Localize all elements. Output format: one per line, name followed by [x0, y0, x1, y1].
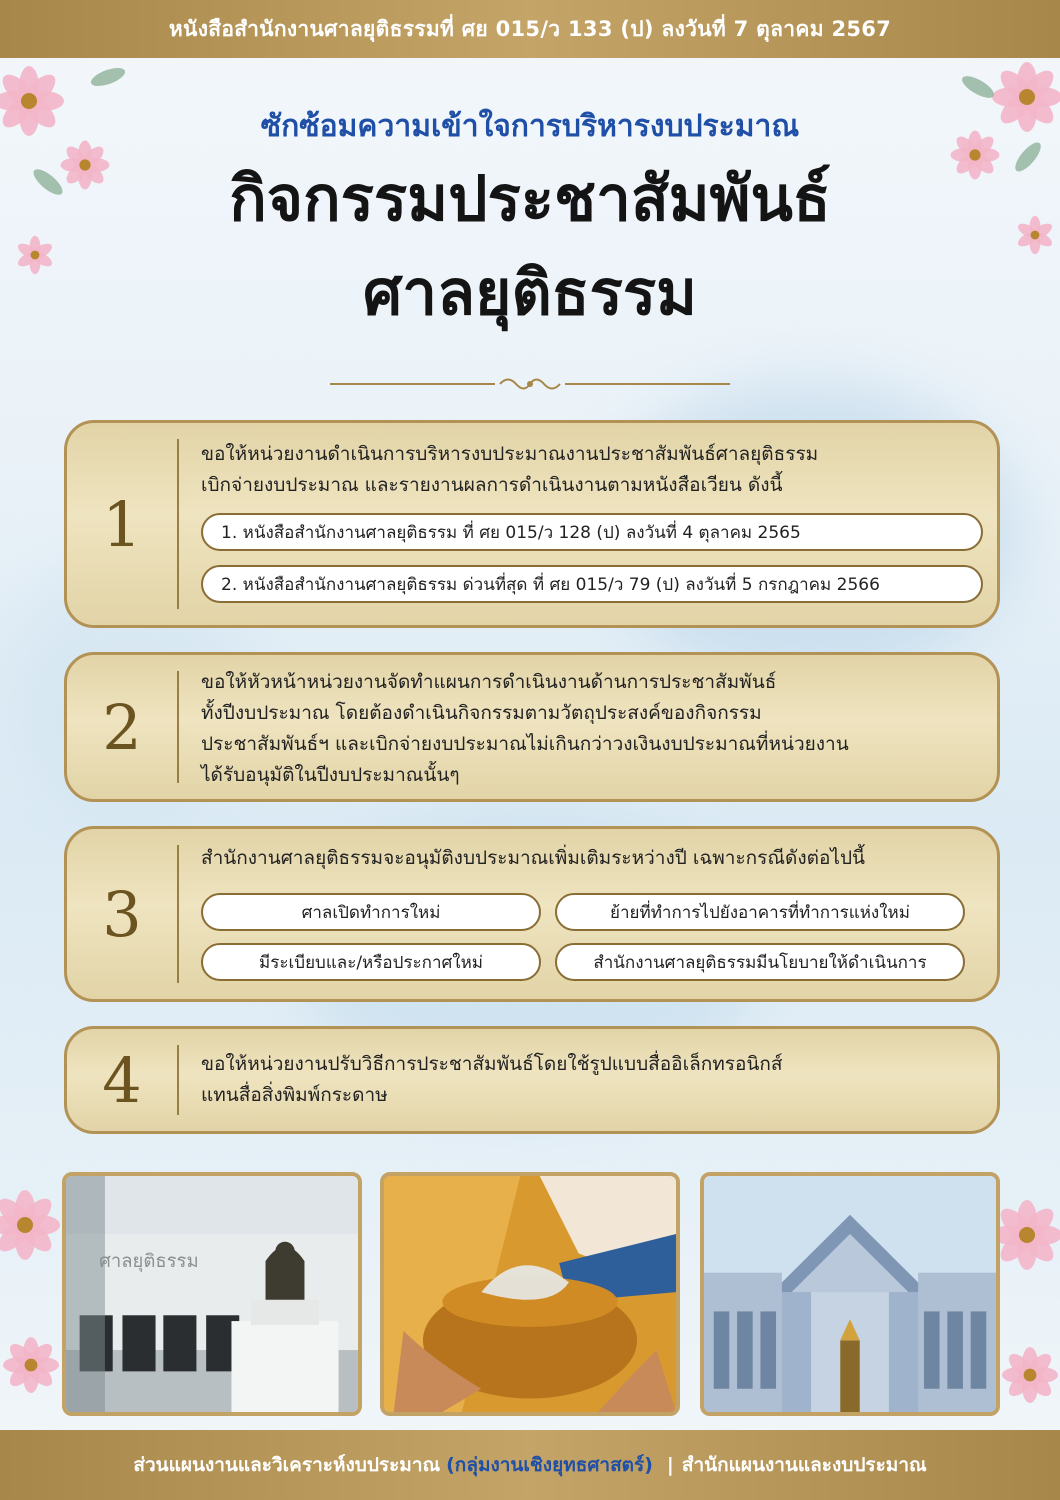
item-number: 1	[102, 487, 142, 561]
ornament-divider	[330, 374, 730, 394]
card-divider	[177, 439, 179, 609]
item-card-2	[64, 652, 1000, 802]
photo-court-statue	[62, 1172, 362, 1416]
card-divider	[177, 671, 179, 783]
item-text-line: เบิกจ่ายงบประมาณ และรายงานผลการดำเนินงานตามหนังสือเวียน ดังนี้	[201, 474, 783, 496]
item-card-4	[64, 1026, 1000, 1134]
item-number: 3	[102, 877, 142, 951]
flower-decoration	[3, 1337, 59, 1393]
flower-decoration	[0, 1190, 60, 1260]
item-number: 4	[102, 1043, 142, 1117]
footer-group: (กลุ่มงานเชิงยุทธศาสตร์)	[446, 1454, 653, 1476]
case-pill: ย้ายที่ทำการไปยังอาคารที่ทำการแห่งใหม่	[555, 893, 965, 931]
item-text-line: ประชาสัมพันธ์ฯ และเบิกจ่ายงบประมาณไม่เกินกว่าวงเงินงบประมาณที่หน่วยงาน	[201, 733, 849, 755]
item-text-line: แทนสื่อสิ่งพิมพ์กระดาษ	[201, 1084, 388, 1106]
page-title-line-2: ศาลยุติธรรม	[362, 256, 698, 329]
footer-bar	[0, 1430, 1060, 1500]
building-sign-text: ศาลยุติธรรม	[99, 1250, 199, 1272]
flower-decoration	[992, 1200, 1060, 1270]
item-number: 2	[102, 690, 142, 764]
item-text-line: สำนักงานศาลยุติธรรมจะอนุมัติงบประมาณเพิ่มเติมระหว่างปี เฉพาะกรณีดังต่อไปนี้	[201, 847, 865, 869]
header-text: หนังสือสำนักงานศาลยุติธรรมที่ ศย 015/ว 133 (ป) ลงวันที่ 7 ตุลาคม 2567	[168, 16, 892, 41]
leaf-decoration	[89, 64, 128, 89]
case-pill: ศาลเปิดทำการใหม่	[201, 893, 541, 931]
item-card-1	[64, 420, 1000, 628]
reference-pill: 1. หนังสือสำนักงานศาลยุติธรรม ที่ ศย 015/ว 128 (ป) ลงวันที่ 4 ตุลาคม 2565	[201, 513, 983, 551]
footer-separator: |	[666, 1454, 674, 1476]
subtitle: ซักซ้อมความเข้าใจการบริหารงบประมาณ	[260, 109, 800, 144]
item-text-line: ขอให้หน่วยงานดำเนินการบริหารงบประมาณงานประชาสัมพันธ์ศาลยุติธรรม	[201, 443, 819, 465]
item-text-line: ขอให้หน่วยงานปรับวิธีการประชาสัมพันธ์โดยใช้รูปแบบสื่ออิเล็กทรอนิกส์	[201, 1053, 783, 1075]
footer-department: ส่วนแผนงานและวิเคราะห์งบประมาณ	[133, 1454, 441, 1476]
case-pill: มีระเบียบและ/หรือประกาศใหม่	[201, 943, 541, 981]
photo-court-building	[700, 1172, 1000, 1416]
card-divider	[177, 1045, 179, 1115]
flower-decoration	[1002, 1347, 1058, 1403]
card-divider	[177, 845, 179, 983]
page-title-line-1: กิจกรรมประชาสัมพันธ์	[229, 162, 831, 235]
item-text-line: ขอให้หัวหน้าหน่วยงานจัดทำแผนการดำเนินงานด้านการประชาสัมพันธ์	[201, 671, 777, 693]
item-text-line: ทั้งปีงบประมาณ โดยต้องดำเนินกิจกรรมตามวัตถุประสงค์ของกิจกรรม	[201, 702, 762, 724]
footer-office: สำนักแผนงานและงบประมาณ	[681, 1454, 927, 1476]
reference-pill: 2. หนังสือสำนักงานศาลยุติธรรม ด่วนที่สุด ที่ ศย 015/ว 79 (ป) ลงวันที่ 5 กรกฎาคม 2566	[201, 565, 983, 603]
case-pill: สำนักงานศาลยุติธรรมมีนโยบายให้ดำเนินการ	[555, 943, 965, 981]
item-text-line: ได้รับอนุมัติในปีงบประมาณนั้นๆ	[201, 764, 460, 786]
header-bar	[0, 0, 1060, 58]
item-card-3	[64, 826, 1000, 1002]
photo-alms-offering	[380, 1172, 680, 1416]
